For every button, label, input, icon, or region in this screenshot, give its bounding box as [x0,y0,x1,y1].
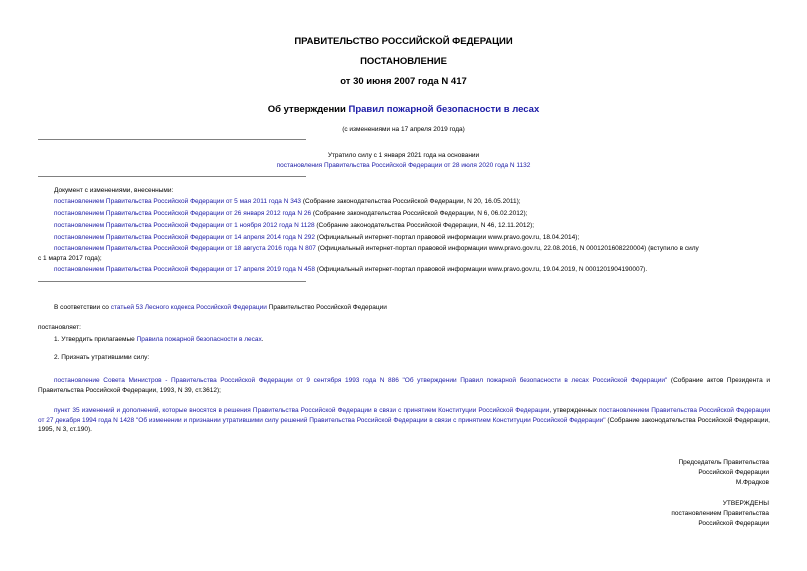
document-date-number: от 30 июня 2007 года N 417 [340,76,467,87]
change-link[interactable]: постановлением Правительства Российской Федерации от 1 ноября 2012 года N 1128 [54,222,315,229]
repeal-text-2a: , утвержденных [549,407,600,414]
approved-heading: УТВЕРЖДЕНЫ [722,500,769,507]
change-item [54,266,647,274]
document-title [0,104,807,115]
repeal-source-1: (Собрание актов Президента и Правительства Российской Федерации, 1993, N 39, ст.3612); [38,377,770,394]
repeal-link-2a[interactable]: пункт 35 изменений и дополнений, которые вносятся в решения Правительства Российской Федерации в связи с принятием Конституции Российской Федерации [54,407,550,414]
change-item [54,210,527,218]
divider [38,176,306,177]
divider [38,281,306,282]
approved-by: постановлением Правительства [671,510,769,517]
changes-intro: Документ с изменениями, внесенными: [54,187,174,194]
change-source: (Собрание законодательства Российской Федерации, N 46, 12.11.2012); [314,222,535,229]
rules-link[interactable]: Правила пожарной безопасности в лесах [136,336,262,343]
signature-org: Российской Федерации [698,469,769,476]
repeal-link-2b[interactable]: постановлением Правительства Российской Федерации от 27 декабря 1994 года N 1428 "Об изменении и признании утратившими силу решений Правительства Российской Федерации в связи с принятием Конституции Российской Федерации" [38,407,770,424]
item-1-suffix: . [261,336,264,343]
change-source: (Официальный интернет-портал правовой информации www.pravo.gov.ru, 18.04.2014); [315,234,580,241]
expiry-link-line [0,162,807,170]
basis-prefix: В соответствии со [54,304,111,311]
change-item [54,245,699,253]
item-1 [54,336,264,344]
repeal-paragraph-1 [38,376,770,395]
change-source: (Собрание законодательства Российской Федерации, N 20, 16.05.2011); [301,198,521,205]
change-source: (Официальный интернет-портал правовой информации www.pravo.gov.ru, 19.04.2019, N 0001201904190007). [315,266,648,273]
repeal-source-2: (Собрание законодательства Российской Федерации, 1995, N 3, ст.190). [38,416,770,433]
change-item-continuation: с 1 марта 2017 года); [38,255,102,262]
change-item [54,198,521,206]
signature-name: М.Фрадков [735,479,769,486]
divider [38,139,306,140]
title-link[interactable]: Правил пожарной безопасности в лесах [348,104,540,115]
change-item [54,222,534,230]
basis-paragraph [54,304,387,312]
expiry-note: Утратило силу с 1 января 2021 года на основании [327,152,480,159]
amendments-note: (с изменениями на 17 апреля 2019 года) [342,126,465,133]
repeal-link-1[interactable]: постановление Совета Министров - Правительства Российской Федерации от 9 сентября 1993 года N 886 "Об утверждении Правил пожарной безопасности в лесах Российской Федерации" [54,377,668,384]
forest-code-link[interactable]: статьей 53 Лесного кодекса Российской Федерации [110,304,267,311]
decrees-word: постановляет: [38,324,81,331]
change-link[interactable]: постановлением Правительства Российской Федерации от 14 апреля 2014 года N 292 [54,234,315,241]
approved-org: Российской Федерации [698,520,769,527]
change-link[interactable]: постановлением Правительства Российской Федерации от 18 августа 2016 года N 807 [54,245,316,252]
change-link[interactable]: постановлением Правительства Российской Федерации от 26 января 2012 года N 26 [54,210,312,217]
change-source: (Собрание законодательства Российской Федерации, N 6, 06.02.2012); [311,210,528,217]
item-2: 2. Признать утратившими силу: [54,354,150,361]
change-item [54,234,579,242]
title-prefix: Об утверждении [267,104,349,115]
basis-suffix: Правительство Российской Федерации [266,304,387,311]
government-heading: ПРАВИТЕЛЬСТВО РОССИЙСКОЙ ФЕДЕРАЦИИ [294,36,513,47]
item-1-prefix: 1. Утвердить прилагаемые [54,336,137,343]
change-link[interactable]: постановлением Правительства Российской Федерации от 17 апреля 2019 года N 458 [54,266,315,273]
expiry-link[interactable]: постановления Правительства Российской Федерации от 28 июля 2020 года N 1132 [276,162,531,169]
repeal-paragraph-2 [38,406,770,435]
signature-title: Председатель Правительства [678,459,769,466]
document-type: ПОСТАНОВЛЕНИЕ [360,56,447,67]
change-source: (Официальный интернет-портал правовой информации www.pravo.gov.ru, 22.08.2016, N 0001201608220004) (вступило в силу [315,245,699,252]
change-link[interactable]: постановлением Правительства Российской Федерации от 5 мая 2011 года N 343 [54,198,302,205]
